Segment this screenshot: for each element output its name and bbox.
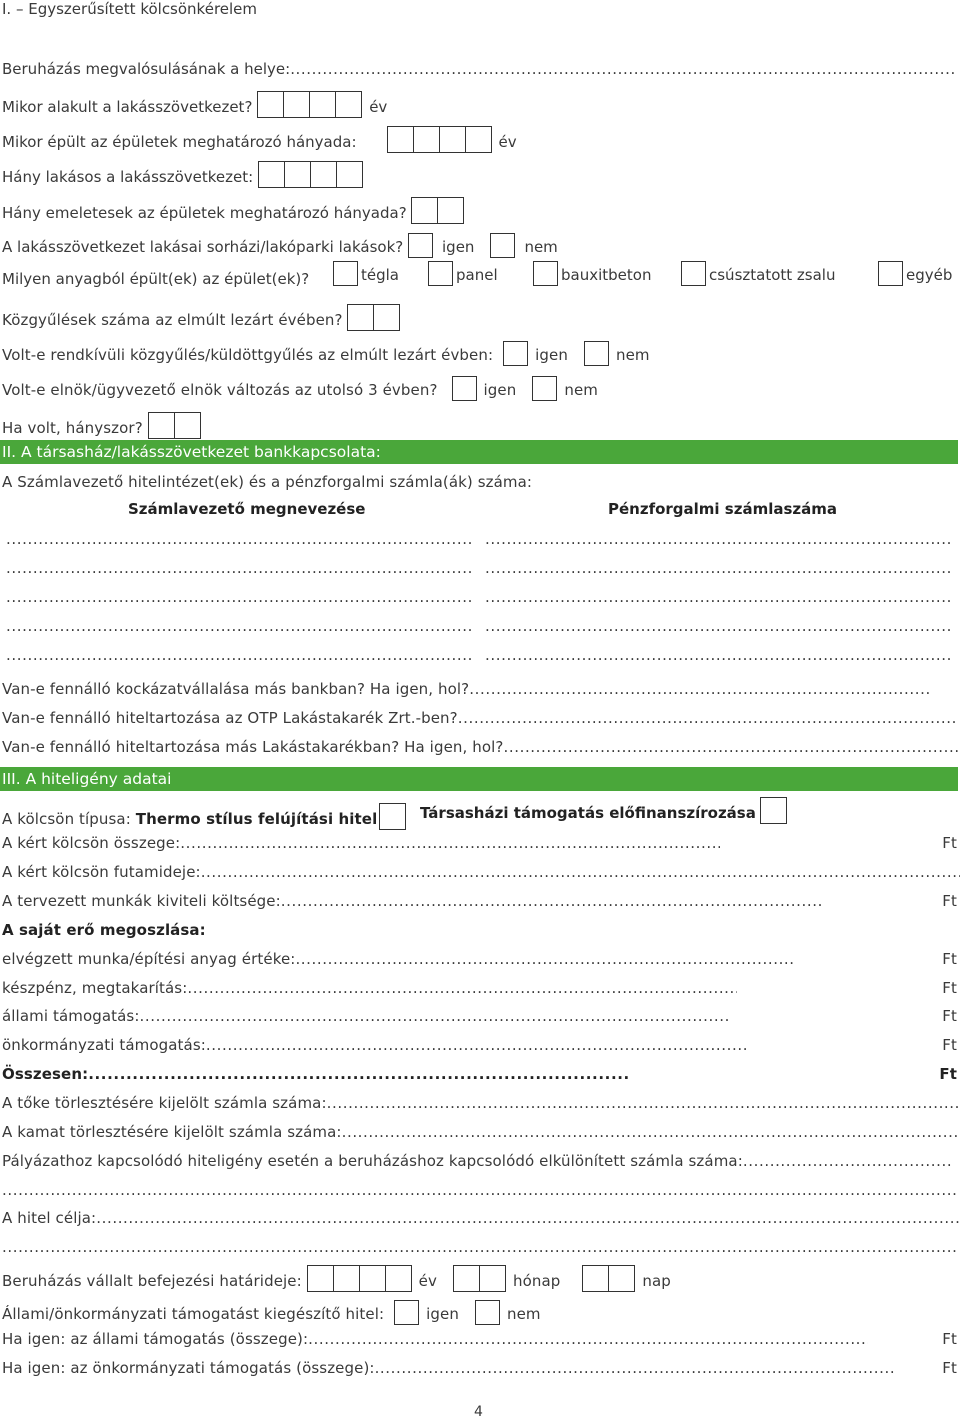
purpose-continued[interactable] xyxy=(2,1237,960,1257)
checkbox-no[interactable] xyxy=(584,341,609,366)
checkbox-thermo[interactable] xyxy=(379,803,406,830)
checkbox[interactable] xyxy=(336,161,363,188)
checkbox-yes[interactable] xyxy=(408,233,433,258)
account-number-field[interactable] xyxy=(485,530,951,548)
loan-type-2: Társasházi támogatás előfinanszírozása xyxy=(420,797,786,824)
other-debt-field[interactable] xyxy=(503,737,960,757)
material-row: Milyen anyagból épült(ek) az épület(ek)? xyxy=(2,270,310,288)
own-funds-heading: A saját erő megoszlása: xyxy=(2,921,206,939)
checkbox-yes[interactable] xyxy=(452,376,477,401)
loan-type-row: A kölcsön típusa: Thermo stílus felújítási hitel xyxy=(2,803,960,830)
cost-row: A tervezett munkák kiviteli költsége:..... Ft xyxy=(2,891,960,911)
checkbox[interactable] xyxy=(310,161,337,188)
checkbox-prefinance[interactable] xyxy=(760,797,787,824)
checkbox[interactable] xyxy=(148,412,175,439)
account-number-header: Pénzforgalmi számlaszáma xyxy=(608,500,838,518)
how-many-row: Ha volt, hányszor? xyxy=(2,412,960,439)
checkbox[interactable] xyxy=(411,197,438,224)
material-option-other[interactable]: egyéb xyxy=(878,261,952,286)
section-1-title: I. – Egyszerűsített kölcsönkérelem xyxy=(2,0,258,18)
checkbox[interactable] xyxy=(479,1265,506,1292)
account-number-field[interactable] xyxy=(485,646,951,664)
checkbox-yes[interactable] xyxy=(503,341,528,366)
otp-debt-row: Van-e fennálló hiteltartozása az OTP Lakástakarék Zrt.-ben?..... xyxy=(2,708,960,728)
work-value-field[interactable] xyxy=(295,949,795,969)
principal-account-field[interactable] xyxy=(327,1093,960,1113)
rowhouse-row: A lakásszövetkezet lakásai sorházi/lakóparki lakások? igen nem xyxy=(2,233,960,258)
checkbox[interactable] xyxy=(333,1265,360,1292)
checkbox[interactable] xyxy=(582,1265,609,1292)
checkbox[interactable] xyxy=(284,161,311,188)
otp-debt-field[interactable] xyxy=(458,708,958,728)
checkbox[interactable] xyxy=(453,1265,480,1292)
term-field[interactable] xyxy=(201,862,960,882)
other-debt-row: Van-e fennálló hiteltartozása más Lakástakarékban? Ha igen, hol?..... xyxy=(2,737,960,757)
state-amount-row: Ha igen: az állami támogatás (összege):..... Ft xyxy=(2,1329,960,1349)
interest-account-row: A kamat törlesztésére kijelölt számla száma:..... xyxy=(2,1122,960,1142)
amount-row: A kért kölcsön összege:..... Ft xyxy=(2,833,960,853)
risk-row: Van-e fennálló kockázatvállalása más bankban? Ha igen, hol?..... xyxy=(2,679,960,699)
checkbox[interactable] xyxy=(465,126,492,153)
amount-field[interactable] xyxy=(180,833,720,853)
material-option-bauxite[interactable]: bauxitbeton xyxy=(533,261,651,286)
deadline-row: Beruházás vállalt befejezési határideje: év hónap nap xyxy=(2,1265,960,1292)
checkbox[interactable] xyxy=(437,197,464,224)
bank-name-field[interactable] xyxy=(6,646,472,664)
founded-row: Mikor alakult a lakásszövetkezet? év xyxy=(2,91,960,118)
checkbox[interactable] xyxy=(335,91,362,118)
total-field[interactable] xyxy=(88,1064,628,1084)
checkbox[interactable] xyxy=(681,261,706,286)
checkbox[interactable] xyxy=(413,126,440,153)
checkbox[interactable] xyxy=(347,304,374,331)
state-support-field[interactable] xyxy=(139,1006,729,1026)
tender-account-continued[interactable] xyxy=(2,1180,960,1200)
interest-account-field[interactable] xyxy=(342,1122,960,1142)
built-row: Mikor épült az épületek meghatározó hányada: év xyxy=(2,126,960,153)
state-amount-field[interactable] xyxy=(308,1329,868,1349)
checkbox[interactable] xyxy=(608,1265,635,1292)
section-2-title: II. A társasház/lakásszövetkezet bankkapcsolata: xyxy=(0,440,958,464)
checkbox[interactable] xyxy=(878,261,903,286)
bank-intro: A Számlavezető hitelintézet(ek) és a pénzforgalmi számla(ák) száma: xyxy=(2,473,533,491)
cost-field[interactable] xyxy=(281,891,821,911)
bank-name-header: Számlavezető megnevezése xyxy=(128,500,366,518)
account-number-field[interactable] xyxy=(485,559,951,577)
material-option-sliding[interactable]: csúsztatott zsalu xyxy=(681,261,835,286)
supplement-row: Állami/önkormányzati támogatást kiegészítő hitel: igen nem xyxy=(2,1300,960,1325)
bank-name-field[interactable] xyxy=(6,617,472,635)
location-row: Beruházás megvalósulásának a helye:..... xyxy=(2,59,960,79)
floors-row: Hány emeletesek az épületek meghatározó hányada? xyxy=(2,197,960,224)
risk-field[interactable] xyxy=(469,679,929,699)
bank-name-field[interactable] xyxy=(6,588,472,606)
bank-name-field[interactable] xyxy=(6,559,472,577)
checkbox[interactable] xyxy=(174,412,201,439)
checkbox[interactable] xyxy=(333,261,358,286)
page-number: 4 xyxy=(474,1404,483,1420)
purpose-field[interactable] xyxy=(96,1208,960,1228)
checkbox[interactable] xyxy=(385,1265,412,1292)
section-3-title: III. A hiteligény adatai xyxy=(0,767,958,791)
material-option-brick[interactable]: tégla xyxy=(333,261,399,286)
principal-account-row: A tőke törlesztésére kijelölt számla száma:..... xyxy=(2,1093,960,1113)
cash-field[interactable] xyxy=(187,978,737,998)
checkbox[interactable] xyxy=(257,91,284,118)
chair-change-row: Volt-e elnök/ügyvezető elnök változás az utolsó 3 évben? igen nem xyxy=(2,376,960,401)
checkbox[interactable] xyxy=(428,261,453,286)
total-row: Összesen:..... Ft xyxy=(2,1064,960,1084)
state-support-row: állami támogatás:..... Ft xyxy=(2,1006,960,1026)
checkbox[interactable] xyxy=(533,261,558,286)
checkbox[interactable] xyxy=(283,91,310,118)
tender-account-field[interactable] xyxy=(743,1151,953,1171)
checkbox-no[interactable] xyxy=(532,376,557,401)
extra-meeting-row: Volt-e rendkívüli közgyűlés/küldöttgyűlés az elmúlt lezárt évben: igen nem xyxy=(2,341,960,366)
material-option-panel[interactable]: panel xyxy=(428,261,498,286)
purpose-row: A hitel célja:..... xyxy=(2,1208,960,1228)
checkbox[interactable] xyxy=(258,161,285,188)
cash-row: készpénz, megtakarítás:..... Ft xyxy=(2,978,960,998)
tender-account-row: Pályázathoz kapcsolódó hiteligény esetén a beruházáshoz kapcsolódó elkülönített számla száma:..... xyxy=(2,1151,960,1171)
bank-name-field[interactable] xyxy=(6,530,472,548)
checkbox[interactable] xyxy=(309,91,336,118)
checkbox[interactable] xyxy=(387,126,414,153)
checkbox-yes[interactable] xyxy=(394,1300,419,1325)
flats-row: Hány lakásos a lakásszövetkezet: xyxy=(2,161,960,188)
work-value-row: elvégzett munka/építési anyag értéke:..... Ft xyxy=(2,949,960,969)
municipal-support-row: önkormányzati támogatás:..... Ft xyxy=(2,1035,960,1055)
municipal-amount-field[interactable] xyxy=(375,1358,895,1378)
checkbox[interactable] xyxy=(439,126,466,153)
checkbox-no[interactable] xyxy=(490,233,515,258)
municipal-support-field[interactable] xyxy=(206,1035,746,1055)
term-row: A kért kölcsön futamideje:..... xyxy=(2,862,960,882)
account-number-field[interactable] xyxy=(485,617,951,635)
checkbox-no[interactable] xyxy=(475,1300,500,1325)
location-field[interactable] xyxy=(290,59,955,79)
municipal-amount-row: Ha igen: az önkormányzati támogatás (összege):..... Ft xyxy=(2,1358,960,1378)
checkbox[interactable] xyxy=(307,1265,334,1292)
account-number-field[interactable] xyxy=(485,588,951,606)
meetings-row: Közgyűlések száma az elmúlt lezárt évében? xyxy=(2,304,960,331)
checkbox[interactable] xyxy=(359,1265,386,1292)
checkbox[interactable] xyxy=(373,304,400,331)
